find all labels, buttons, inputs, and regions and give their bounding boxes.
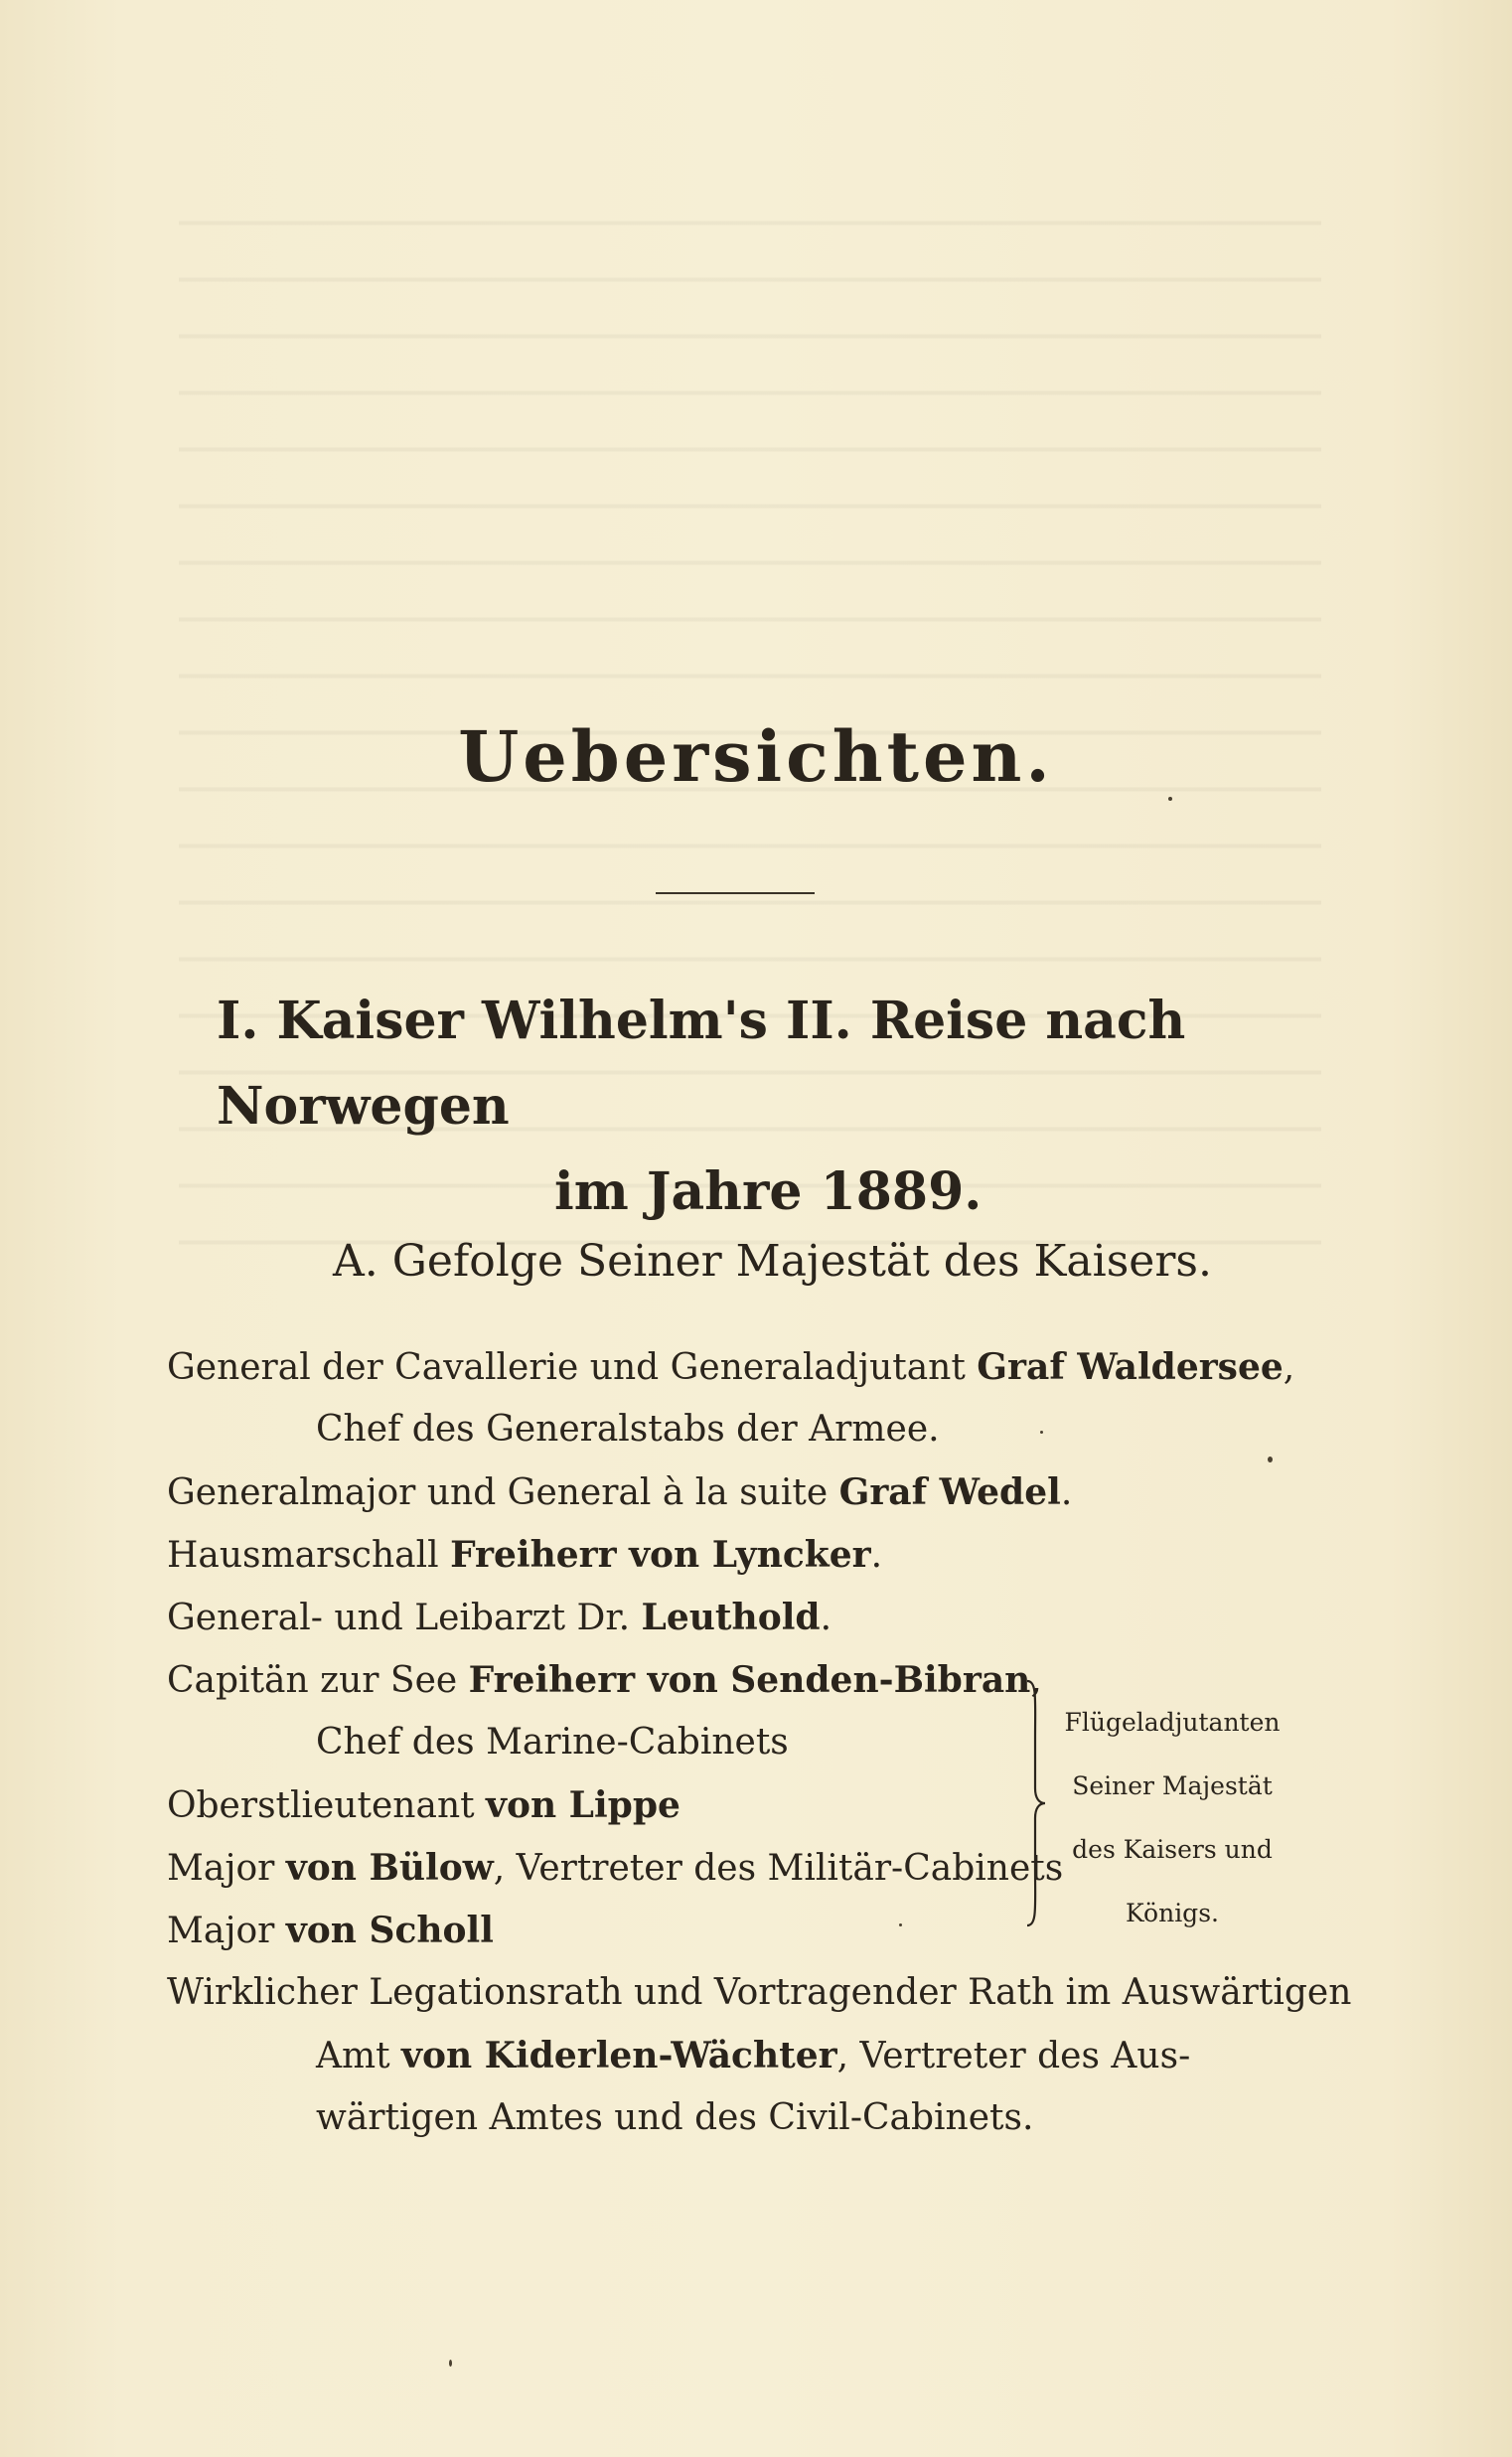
section-heading-line1: Kaiser Wilhelm's II. Reise nach Norwegen	[217, 991, 1186, 1137]
title-rule	[656, 892, 815, 894]
section-heading-line2: im Jahre 1889.	[554, 1161, 983, 1222]
entry-line-7: Chef des Marine-Cabinets	[316, 1722, 789, 1763]
entry-line-5: General- und Leibarzt Dr. Leuthold.	[167, 1597, 832, 1638]
ink-speck	[1168, 797, 1172, 801]
entry-line-10: Major von Scholl	[167, 1910, 494, 1951]
entry-line-1: General der Cavallerie und Generaladjutant Graf Waldersee,	[167, 1346, 1295, 1388]
entry-line-13: wärtigen Amtes und des Civil-Cabinets.	[316, 2097, 1034, 2138]
ink-speck	[449, 2360, 452, 2367]
entry-line-12: Amt von Kiderlen-Wächter, Vertreter des Aus-	[316, 2035, 1191, 2076]
ink-speck	[1040, 1431, 1043, 1434]
side-note-line2: Seiner Majestät	[1072, 1771, 1273, 1800]
subsection-heading-text: Gefolge Seiner Majestät des Kaisers.	[391, 1236, 1212, 1287]
side-note-line1: Flügeladjutanten	[1064, 1708, 1281, 1737]
subsection-heading	[333, 1232, 1227, 1292]
subsection-letter: A.	[333, 1236, 378, 1287]
side-note	[1053, 1691, 1291, 1945]
entry-line-3: Generalmajor und General à la suite Graf Wedel.	[167, 1471, 1073, 1513]
section-number: I.	[217, 991, 259, 1051]
entry-line-11: Wirklicher Legationsrath und Vortragender Rath im Auswärtigen	[167, 1972, 1352, 2013]
entry-line-9: Major von Bülow, Vertreter des Militär-Cabinets	[167, 1847, 1064, 1889]
side-note-line4: Königs.	[1126, 1899, 1219, 1927]
entry-line-6: Capitän zur See Freiherr von Senden-Bibran,	[167, 1659, 1042, 1701]
ink-speck	[899, 1923, 902, 1926]
entry-line-4: Hausmarschall Freiherr von Lyncker.	[167, 1534, 883, 1576]
side-note-line3: des Kaisers und	[1072, 1835, 1273, 1864]
entry-line-2: Chef des Generalstabs der Armee.	[316, 1409, 940, 1450]
entry-line-8: Oberstlieutenant von Lippe	[167, 1784, 680, 1826]
ink-speck	[1268, 1457, 1273, 1462]
curly-brace	[1023, 1679, 1049, 1927]
section-heading	[217, 979, 1309, 1235]
page-title: Uebersichten.	[458, 715, 1054, 798]
